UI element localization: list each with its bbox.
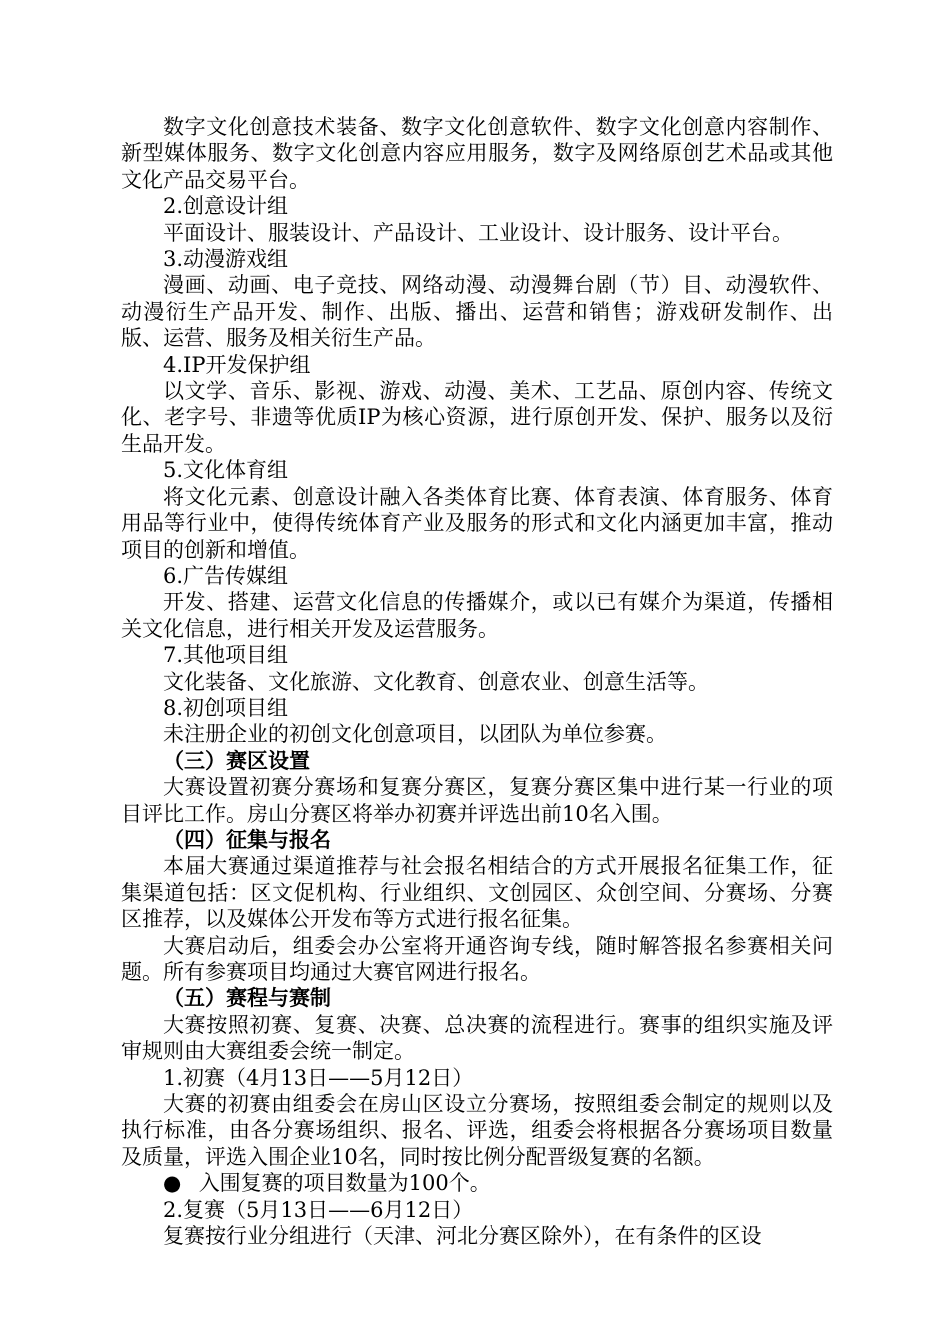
body-paragraph: 大赛按照初赛、复赛、决赛、总决赛的流程进行。赛事的组织实施及评审规则由大赛组委会统一制定。 xyxy=(121,1012,833,1064)
body-paragraph: 大赛的初赛由组委会在房山区设立分赛场，按照组委会制定的规则以及执行标准，由各分赛场组织、报名、评选，组委会将根据各分赛场项目数量及质量，评选入围企业10名，同时按比例分配晋级复赛的名额。 xyxy=(121,1092,833,1169)
section-subheading: 6.广告传媒组 xyxy=(163,563,289,588)
section-subheading: 7.其他项目组 xyxy=(163,643,289,668)
body-paragraph: 文化装备、文化旅游、文化教育、创意农业、创意生活等。 xyxy=(163,669,709,694)
body-paragraph: 复赛按行业分组进行（天津、河北分赛区除外），在有条件的区设 xyxy=(163,1224,762,1249)
body-paragraph: 漫画、动画、电子竞技、网络动漫、动漫舞台剧（节）目、动漫软件、动漫衍生产品开发、制作、出版、播出、运营和销售；游戏研发制作、出版、运营、服务及相关衍生产品。 xyxy=(121,273,833,351)
section-heading: （三）赛区设置 xyxy=(163,747,310,773)
section-subheading: 8.初创项目组 xyxy=(163,695,289,720)
section-subheading: 3.动漫游戏组 xyxy=(163,247,289,272)
bullet-dot-icon: ● xyxy=(163,1171,182,1196)
section-heading: （四）征集与报名 xyxy=(163,826,331,852)
section-subheading: 2.复赛（5月13日——6月12日） xyxy=(163,1197,474,1222)
bullet-item xyxy=(121,1170,833,1196)
section-subheading: 4.IP开发保护组 xyxy=(163,352,311,377)
section-subheading: 2.创意设计组 xyxy=(163,194,289,219)
body-paragraph: 以文学、音乐、影视、游戏、动漫、美术、工艺品、原创内容、传统文化、老字号、非遗等优质IP为核心资源，进行原创开发、保护、服务以及衍生品开发。 xyxy=(121,379,833,456)
body-paragraph: 将文化元素、创意设计融入各类体育比赛、体育表演、体育服务、体育用品等行业中，使得传统体育产业及服务的形式和文化内涵更加丰富，推动项目的创新和增值。 xyxy=(121,484,833,562)
body-paragraph: 大赛设置初赛分赛场和复赛分赛区，复赛分赛区集中进行某一行业的项目评比工作。房山分赛区将举办初赛并评选出前10名入围。 xyxy=(121,775,833,826)
document-body xyxy=(121,114,833,1249)
body-paragraph: 数字文化创意技术装备、数字文化创意软件、数字文化创意内容制作、新型媒体服务、数字文化创意内容应用服务，数字及网络原创艺术品或其他文化产品交易平台。 xyxy=(121,115,833,192)
body-paragraph: 平面设计、服装设计、产品设计、工业设计、设计服务、设计平台。 xyxy=(163,220,793,245)
body-paragraph: 大赛启动后，组委会办公室将开通咨询专线，随时解答报名参赛相关问题。所有参赛项目均通过大赛官网进行报名。 xyxy=(121,933,833,984)
section-heading: （五）赛程与赛制 xyxy=(163,985,331,1011)
section-subheading: 1.初赛（4月13日——5月12日） xyxy=(163,1065,474,1090)
section-subheading: 5.文化体育组 xyxy=(163,458,289,483)
body-paragraph: 未注册企业的初创文化创意项目，以团队为单位参赛。 xyxy=(163,722,667,747)
body-paragraph: 开发、搭建、运营文化信息的传播媒介，或以已有媒介为渠道，传播相关文化信息，进行相关开发及运营服务。 xyxy=(121,590,833,641)
body-paragraph: 本届大赛通过渠道推荐与社会报名相结合的方式开展报名征集工作，征集渠道包括：区文促机构、行业组织、文创园区、众创空间、分赛场、分赛区推荐，以及媒体公开发布等方式进行报名征集。 xyxy=(121,854,833,932)
bullet-text: 入围复赛的项目数量为100个。 xyxy=(198,1171,491,1196)
